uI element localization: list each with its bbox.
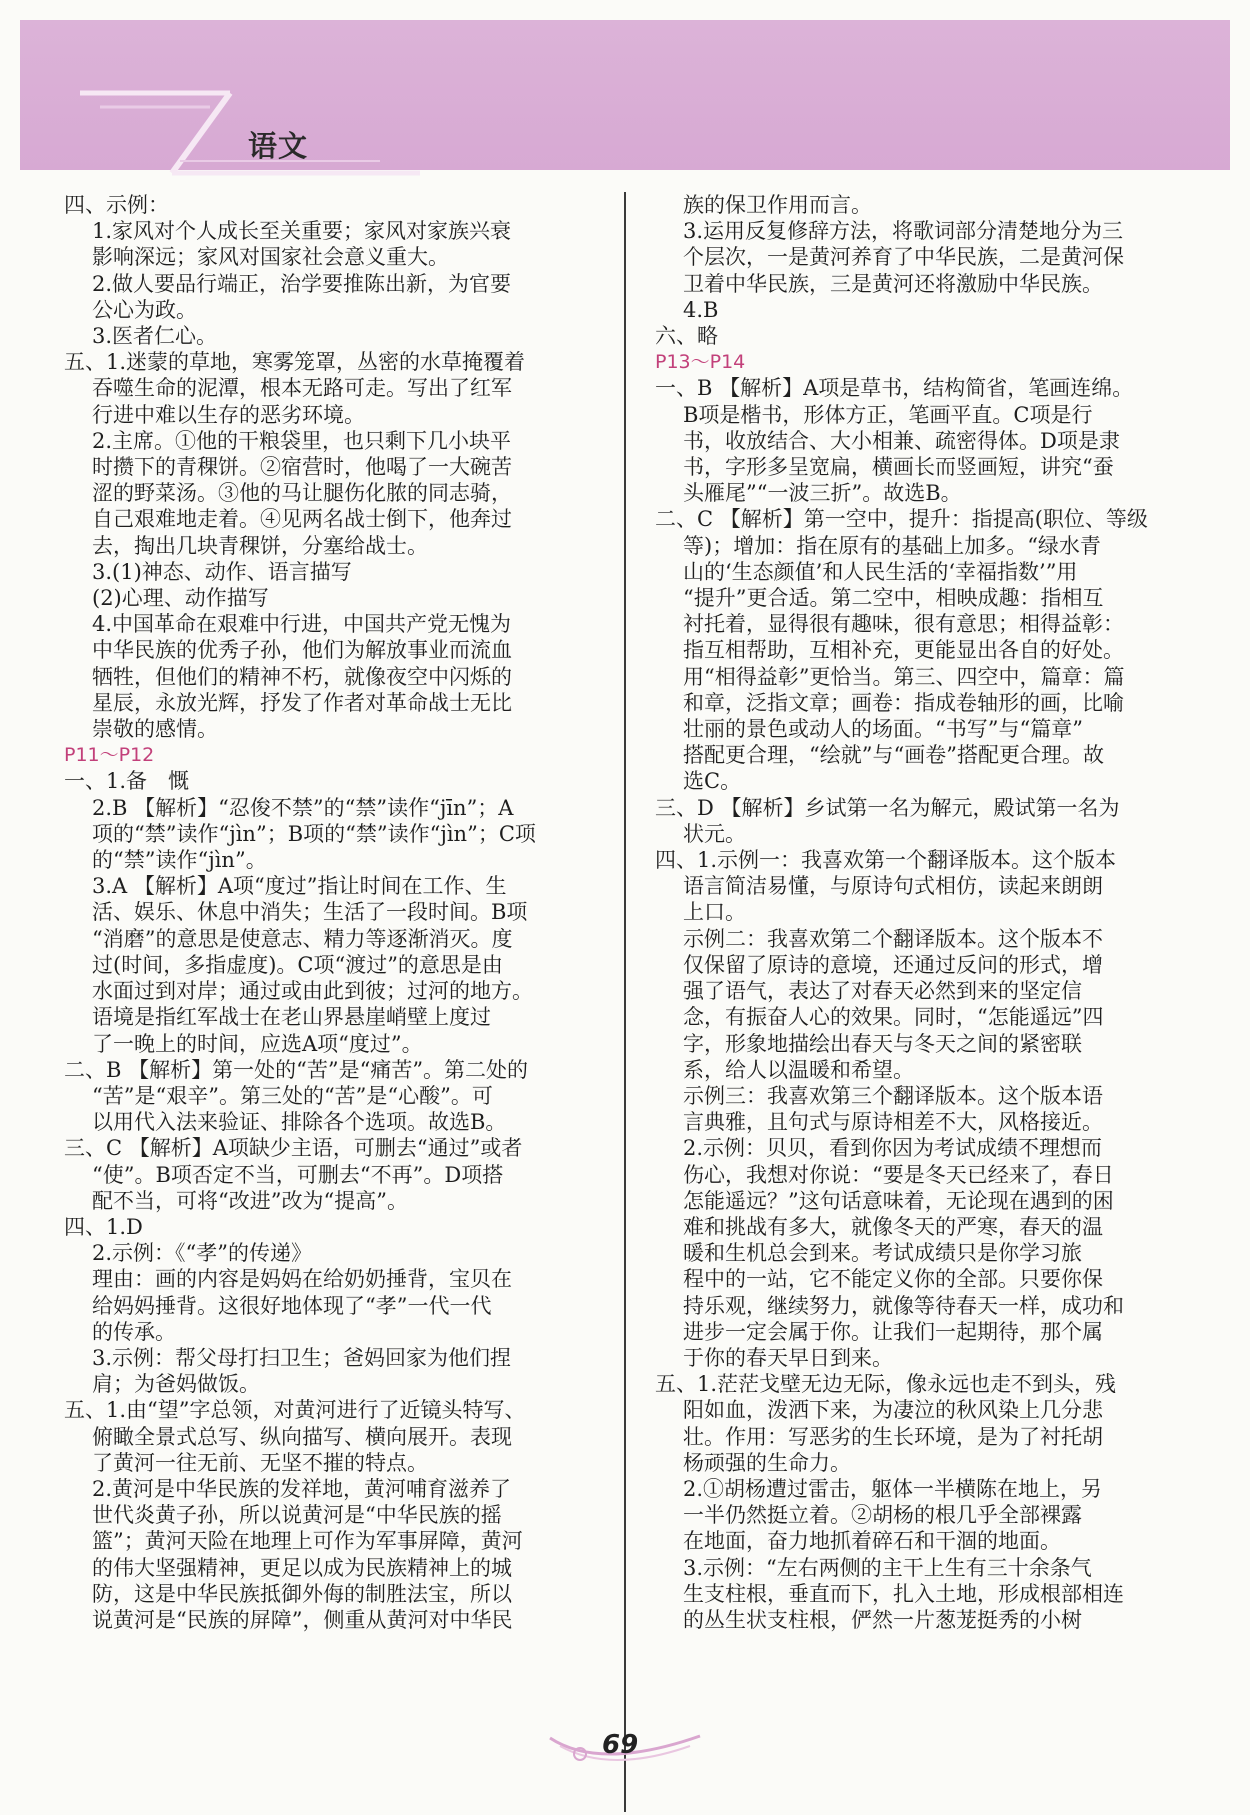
answer-line: 念，有振奋人心的效果。同时，“怎能遥远”四 <box>683 1005 1104 1030</box>
answer-line: 世代炎黄子孙，所以说黄河是“中华民族的摇 <box>92 1503 502 1528</box>
answer-line: 五、1.迷蒙的草地，寒雾笼罩，丛密的水草掩覆着 <box>64 350 526 375</box>
answer-line: 示例二：我喜欢第二个翻译版本。这个版本不 <box>683 926 1103 951</box>
answer-line: 五、1.茫茫戈壁无边无际，像永远也走不到头，残 <box>655 1372 1117 1397</box>
answer-line: 五、1.由“望”字总领，对黄河进行了近镜头特写、 <box>64 1398 526 1423</box>
answer-line: 3.运用反复修辞方法，将歌词部分清楚地分为三 <box>683 219 1124 244</box>
answer-line: 说黄河是“民族的屏障”，侧重从黄河对中华民 <box>92 1607 513 1632</box>
answer-line: 3.示例：“左右两侧的主干上生有三十余条气 <box>683 1555 1092 1580</box>
answer-line: 三、C 【解析】A项缺少主语，可删去“通过”或者 <box>64 1136 523 1161</box>
answer-line: 的伟大坚强精神，更足以成为民族精神上的城 <box>92 1555 512 1580</box>
answer-line: 示例三：我喜欢第三个翻译版本。这个版本语 <box>683 1083 1103 1108</box>
answer-line: 怎能遥远？”这句话意味着，无论现在遇到的困 <box>683 1188 1114 1213</box>
answer-line: 了一晚上的时间，应选A项“度过”。 <box>92 1031 423 1056</box>
answer-line: 的传承。 <box>92 1319 176 1344</box>
answer-line: 崇敬的感情。 <box>92 717 218 742</box>
answer-line: 的丛生状支柱根，俨然一片葱茏挺秀的小树 <box>683 1607 1082 1632</box>
answer-line: 于你的春天早日到来。 <box>683 1345 893 1370</box>
answer-line: 选C。 <box>683 769 742 794</box>
answer-line: 书，收放结合、大小相兼、疏密得体。D项是隶 <box>683 428 1120 453</box>
answer-line: “消磨”的意思是使意志、精力等逐渐消灭。度 <box>92 926 513 951</box>
left-column <box>64 192 594 1633</box>
answer-line: 活、娱乐、休息中消失；生活了一段时间。B项 <box>92 900 528 925</box>
answer-line: 中华民族的优秀子孙，他们为解放事业而流血 <box>92 638 512 663</box>
answer-line: 2.主席。①他的干粮袋里，也只剩下几小块平 <box>92 428 512 453</box>
answer-line: 3.示例：帮父母打扫卫生；爸妈回家为他们捏 <box>92 1345 512 1370</box>
answer-line: 四、1.D <box>64 1214 143 1239</box>
answer-line: 公心为政。 <box>92 297 197 322</box>
answer-line: 状元。 <box>683 821 746 846</box>
answer-line: 时攒下的青稞饼。②宿营时，他喝了一大碗苦 <box>92 455 512 480</box>
answer-line: 给妈妈捶背。这很好地体现了“孝”一代一代 <box>92 1293 492 1318</box>
answer-line: 星辰，永放光辉，抒发了作者对革命战士无比 <box>92 690 512 715</box>
answer-line: 仅保留了原诗的意境，还通过反问的形式，增 <box>683 952 1103 977</box>
answer-line: 头雁尾”“一波三折”。故选B。 <box>683 481 962 506</box>
answer-line: 在地面，奋力地抓着碎石和干涸的地面。 <box>683 1529 1061 1554</box>
answer-line: 四、示例： <box>64 193 169 217</box>
answer-line: 2.B 【解析】“忍俊不禁”的“禁”读作“jīn”；A <box>92 795 514 820</box>
answer-line: 难和挑战有多大，就像冬天的严寒，春天的温 <box>683 1214 1103 1239</box>
answer-line: 4.B <box>683 297 719 322</box>
answer-line: 自己艰难地走着。④见两名战士倒下，他奔过 <box>92 507 512 532</box>
section-heading: P13～P14 <box>655 351 746 374</box>
section-heading: P11～P12 <box>64 744 155 767</box>
right-column <box>655 192 1185 1633</box>
answer-line: 暖和生机总会到来。考试成绩只是你学习旅 <box>683 1241 1082 1266</box>
answer-line: 持乐观，继续努力，就像等待春天一样，成功和 <box>683 1293 1124 1318</box>
answer-line: 理由：画的内容是妈妈在给奶奶捶背，宝贝在 <box>92 1267 512 1292</box>
answer-line: 指互相帮助，互相补充，更能显出各自的好处。 <box>683 638 1124 663</box>
answer-line: 涩的野菜汤。③他的马让腿伤化脓的同志骑， <box>92 481 512 506</box>
answer-line: 卫着中华民族，三是黄河还将激励中华民族。 <box>683 271 1103 296</box>
answer-line: 配不当，可将“改进”改为“提高”。 <box>92 1188 408 1213</box>
answer-line: 和章，泛指文章；画卷：指成卷轴形的画，比喻 <box>683 690 1124 715</box>
answer-line: 阳如血，泼洒下来，为凄泣的秋风染上几分悲 <box>683 1398 1103 1423</box>
answer-line: 族的保卫作用而言。 <box>683 193 872 217</box>
page-header <box>20 20 1230 170</box>
answer-line: 言典雅，且句式与原诗相差不大，风格接近。 <box>683 1110 1103 1135</box>
answer-line: 3.A 【解析】A项“度过”指让时间在工作、生 <box>92 874 507 899</box>
answer-line: “提升”更合适。第二空中，相映成趣：指相互 <box>683 586 1104 611</box>
answer-line: “苦”是“艰辛”。第三处的“苦”是“心酸”。可 <box>92 1083 493 1108</box>
answer-line: 语言简洁易懂，与原诗句式相仿，读起来朗朗 <box>683 874 1103 899</box>
answer-line: 一、1.备 慨 <box>64 769 190 794</box>
column-divider <box>624 192 626 1812</box>
answer-line: 2.示例：《“孝”的传递》 <box>92 1241 313 1266</box>
answer-line: 影响深远；家风对国家社会意义重大。 <box>92 245 449 270</box>
answer-line: 3.(1)神态、动作、语言描写 <box>92 559 352 584</box>
answer-line: 伤心，我想对你说：“要是冬天已经来了，春日 <box>683 1162 1114 1187</box>
answer-line: 二、B 【解析】第一处的“苦”是“痛苦”。第二处的 <box>64 1057 529 1082</box>
answer-line: “使”。B项否定不当，可删去“不再”。D项搭 <box>92 1162 504 1187</box>
answer-line: 以用代入法来验证、排除各个选项。故选B。 <box>92 1110 507 1135</box>
answer-line: 进步一定会属于你。让我们一起期待，那个属 <box>683 1319 1103 1344</box>
answer-line: 字，形象地描绘出春天与冬天之间的紧密联 <box>683 1031 1082 1056</box>
answer-line: 生支柱根，垂直而下，扎入土地，形成根部相连 <box>683 1581 1124 1606</box>
answer-line: 壮。作用：写恶劣的生长环境，是为了衬托胡 <box>683 1424 1103 1449</box>
answer-line: 防，这是中华民族抵御外侮的制胜法宝，所以 <box>92 1581 512 1606</box>
answer-line: 用“相得益彰”更恰当。第三、四空中，篇章：篇 <box>683 664 1125 689</box>
answer-line: 山的‘生态颜值’和人民生活的‘幸福指数’”用 <box>683 559 1078 584</box>
answer-line: (2)心理、动作描写 <box>92 586 269 611</box>
answer-line: 1.家风对个人成长至关重要；家风对家族兴衰 <box>92 219 512 244</box>
answer-line: B项是楷书，形体方正，笔画平直。C项是行 <box>683 402 1093 427</box>
answer-line: 行进中难以生存的恶劣环境。 <box>92 402 365 427</box>
answer-line: 二、C 【解析】第一空中，提升：指提高(职位、等级 <box>655 507 1148 532</box>
subject-title: 语文 <box>248 129 309 163</box>
answer-line: 程中的一站，它不能定义你的全部。只要你保 <box>683 1267 1103 1292</box>
answer-line: 杨顽强的生命力。 <box>683 1450 851 1475</box>
answer-line: 一半仍然挺立着。②胡杨的根几乎全部裸露 <box>683 1503 1082 1528</box>
answer-line: 上口。 <box>683 900 746 925</box>
answer-line: 了黄河一往无前、无坚不摧的特点。 <box>92 1450 428 1475</box>
answer-line: 三、D 【解析】乡试第一名为解元，殿试第一名为 <box>655 795 1120 820</box>
answer-line: 衬托着，显得很有趣味，很有意思；相得益彰： <box>683 612 1124 637</box>
answer-line: 等)；增加：指在原有的基础上加多。“绿水青 <box>683 533 1101 558</box>
answer-line: 2.做人要品行端正，治学要推陈出新，为官要 <box>92 271 512 296</box>
answer-line: 俯瞰全景式总写、纵向描写、横向展开。表现 <box>92 1424 512 1449</box>
answer-line: 4.中国革命在艰难中行进，中国共产党无愧为 <box>92 612 512 637</box>
answer-line: 系，给人以温暖和希望。 <box>683 1057 914 1082</box>
answer-line: 壮丽的景色或动人的场面。“书写”与“篇章” <box>683 717 1083 742</box>
answer-line: 2.示例：贝贝，看到你因为考试成绩不理想而 <box>683 1136 1103 1161</box>
answer-line: 2.黄河是中华民族的发祥地，黄河哺育滋养了 <box>92 1476 512 1501</box>
answer-line: 项的“禁”读作“jìn”；B项的“禁”读作“jìn”；C项 <box>92 821 536 846</box>
answer-line: 强了语气，表达了对春天必然到来的坚定信 <box>683 979 1082 1004</box>
answer-line: 一、B 【解析】A项是草书，结构简省，笔画连绵。 <box>655 376 1134 401</box>
answer-line: 肩；为爸妈做饭。 <box>92 1372 260 1397</box>
page-number: 69 <box>602 1730 639 1760</box>
answer-line: 书，字形多呈宽扁，横画长而竖画短，讲究“蚕 <box>683 455 1114 480</box>
answer-line: 2.①胡杨遭过雷击，躯体一半横陈在地上，另 <box>683 1476 1103 1501</box>
answer-line: 牺牲，但他们的精神不朽，就像夜空中闪烁的 <box>92 664 512 689</box>
answer-line: 个层次，一是黄河养育了中华民族，二是黄河保 <box>683 245 1124 270</box>
answer-line: 语境是指红军战士在老山界悬崖峭壁上度过 <box>92 1005 491 1030</box>
answer-line: 去，掏出几块青稞饼，分塞给战士。 <box>92 533 428 558</box>
answer-line: 搭配更合理，“绘就”与“画卷”搭配更合理。故 <box>683 743 1104 768</box>
answer-line: 四、1.示例一：我喜欢第一个翻译版本。这个版本 <box>655 848 1117 873</box>
answer-line: 六、略 <box>655 324 718 349</box>
answer-line: 篮”；黄河天险在地理上可作为军事屏障，黄河 <box>92 1529 523 1554</box>
answer-line: 水面过到对岸；通过或由此到彼；过河的地方。 <box>92 979 533 1004</box>
answer-line: 过(时间，多指虚度)。C项“渡过”的意思是由 <box>92 952 503 977</box>
answer-line: 吞噬生命的泥潭，根本无路可走。写出了红军 <box>92 376 512 401</box>
answer-line: 3.医者仁心。 <box>92 324 218 349</box>
answer-line: 的“禁”读作“jìn”。 <box>92 848 267 873</box>
